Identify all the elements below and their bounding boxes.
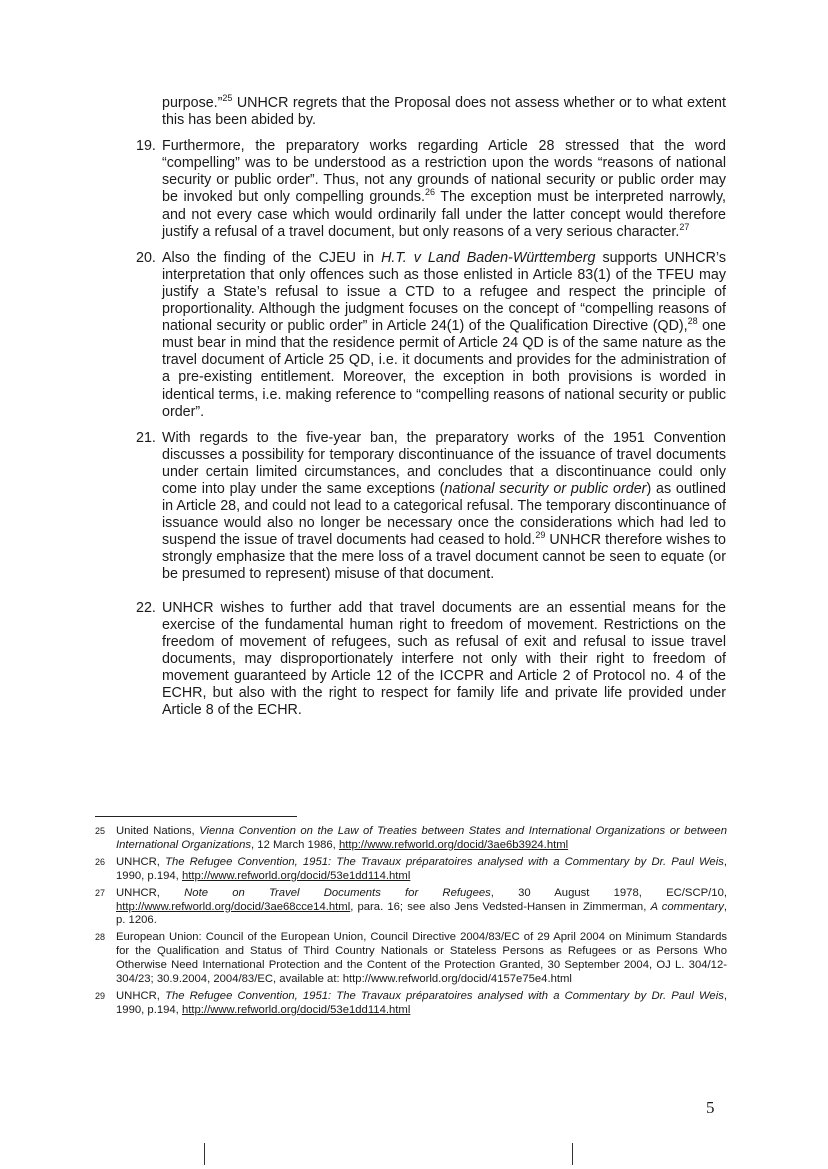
footnote-ref-27: 27: [679, 221, 690, 232]
footnote-separator: [95, 816, 297, 817]
footnote-text: United Nations, Vienna Convention on the Law of Treaties between States and International Organizations or between International Organizations, 12 March 1986, http://www.refworld.org/docid/3ae6b3924.html: [116, 825, 727, 851]
paragraph-19: [136, 138, 726, 241]
paragraph-number: 22.: [136, 599, 156, 616]
paragraph-text: With regards to the five-year ban, the preparatory works of the 1951 Convention discusses a possibility for temporary discontinuance of the issuance of travel documents under certain limited circumstances, and concludes that a discontinuance could only come into play under the same exceptions (national security or public order) as outlined in Article 28, and could not lead to a categorical refusal. The temporary discontinuance of issuance would also no longer be necessary once the considerations which had led to suspend the issue of travel documents had ceased to hold.$^{29}$ UNHCR therefore wishes to strongly emphasize that the mere loss of a travel document cannot be seen to equate (or be presumed to represent) misuse of that document.: [162, 429, 727, 583]
footnote-ref-29: 29: [535, 530, 546, 541]
footnote-link[interactable]: http://www.refworld.org/docid/53e1dd114.html: [181, 869, 411, 882]
footnote-number: 25: [95, 826, 106, 836]
footnotes: [95, 825, 727, 1021]
paragraph-number: 21.: [136, 429, 156, 446]
footnote-ref-26: 26: [424, 187, 435, 198]
footnote-text: UNHCR, Note on Travel Documents for Refugees, 30 August 1978, EC/SCP/10, http://www.refworld.org/docid/3ae68cce14.html, para. 16; see also Jens Vedsted-Hansen in Zimmerman, A commentary, p. 1206.: [116, 886, 728, 927]
paragraph-text: UNHCR wishes to further add that travel documents are an essential means for the exercise of the fundamental human right to freedom of movement. Restrictions on the freedom of movement of refugees, such as refusal of exit and refusal to issue travel documents, may disproportionately interfere not only with their right to freedom of movement guaranteed by Article 12 of the ICCPR and Article 2 of Protocol no. 4 of the ECHR, but also with the right to respect for family life and private life provided under Article 8 of the ECHR.: [162, 599, 726, 719]
footnote-29: [95, 990, 727, 1018]
paragraph-number: 19.: [136, 138, 156, 155]
body-text: [136, 95, 726, 728]
paragraph-number: 20.: [136, 249, 156, 266]
footnote-number: 27: [95, 887, 106, 898]
footnote-link[interactable]: http://www.refworld.org/docid/3ae68cce14.html: [116, 900, 351, 913]
footnote-link[interactable]: http://www.refworld.org/docid/3ae6b3924.html: [338, 838, 569, 851]
footnote-ref-28: 28: [687, 316, 698, 327]
paragraph-continuation: purpose.”$^{25}$ UNHCR regrets that the Proposal does not assess whether or to what extent this has been abided by.: [162, 93, 726, 129]
footnote-28: [95, 931, 727, 987]
footnote-number: 28: [95, 932, 106, 943]
footnote-27: [95, 887, 727, 929]
crop-mark-left: [204, 1143, 205, 1165]
paragraph-20: [136, 250, 726, 421]
paragraph-text: Furthermore, the preparatory works regarding Article 28 stressed that the word “compelling” was to be understood as a restriction upon the words “reasons of national security or public order”. Thus, not any grounds of national security or public order may be invoked but only compelling grounds.$^{26}$ The exception must be interpreted narrowly, and not every case which would ordinarily fall under the latter concept would therefore justify a refusal of a travel document, but only reasons of a very serious character.$^{27}$: [162, 138, 726, 240]
page-number: 5: [706, 1098, 715, 1117]
emphasis-text: national security or public order: [444, 480, 647, 497]
footnote-ref-25: 25: [222, 93, 233, 103]
footnote-text: UNHCR, The Refugee Convention, 1951: The Travaux préparatoires analysed with a Commentary by Dr. Paul Weis, 1990, p.194, http://www.refworld.org/docid/53e1dd114.html: [116, 989, 727, 1016]
paragraph-22: [136, 600, 726, 720]
paragraph-21: [136, 430, 726, 584]
footnote-25: [95, 825, 727, 853]
footnote-number: 26: [95, 856, 106, 867]
case-name: H.T. v Land Baden-Württemberg: [381, 249, 596, 266]
crop-mark-right: [572, 1143, 573, 1165]
footnote-26: [95, 856, 727, 884]
footnote-text: UNHCR, The Refugee Convention, 1951: The Travaux préparatoires analysed with a Commentary by Dr. Paul Weis, 1990, p.194, http://www.refworld.org/docid/53e1dd114.html: [116, 855, 727, 882]
footnote-number: 29: [95, 990, 106, 1001]
footnote-text: European Union: Council of the European Union, Council Directive 2004/83/EC of 29 April 2004 on Minimum Standards for the Qualification and Status of Third Country Nationals or Stateless Persons as Refugees or as Persons Who Otherwise Need International Protection and the Content of the Protection Granted, 30 September 2004, OJ L. 304/12-304/23; 30.9.2004, 2004/83/EC, available at: http://www.refworld.org/docid/4157e75e4.html: [116, 931, 727, 986]
footnote-link[interactable]: http://www.refworld.org/docid/53e1dd114.html: [181, 1003, 411, 1016]
paragraph-text: Also the finding of the CJEU in H.T. v Land Baden-Württemberg supports UNHCR’s interpretation that only offences such as those enlisted in Article 83(1) of the TFEU may justify a State’s refusal to issue a CTD to a refugee and respect the principle of proportionality. Although the judgment focuses on the concept of “compelling reasons of national security or public order” in Article 24(1) of the Qualification Directive (QD),$^{28}$ one must bear in mind that the residence permit of Article 24 QD is of the same nature as the travel document of Article 25 QD, i.e. it documents and provides for the administration of a pre-existing entitlement. Moreover, the exception in both provisions is worded in identical terms, i.e. making reference to “compelling reasons of national security or public order”.: [162, 249, 726, 420]
